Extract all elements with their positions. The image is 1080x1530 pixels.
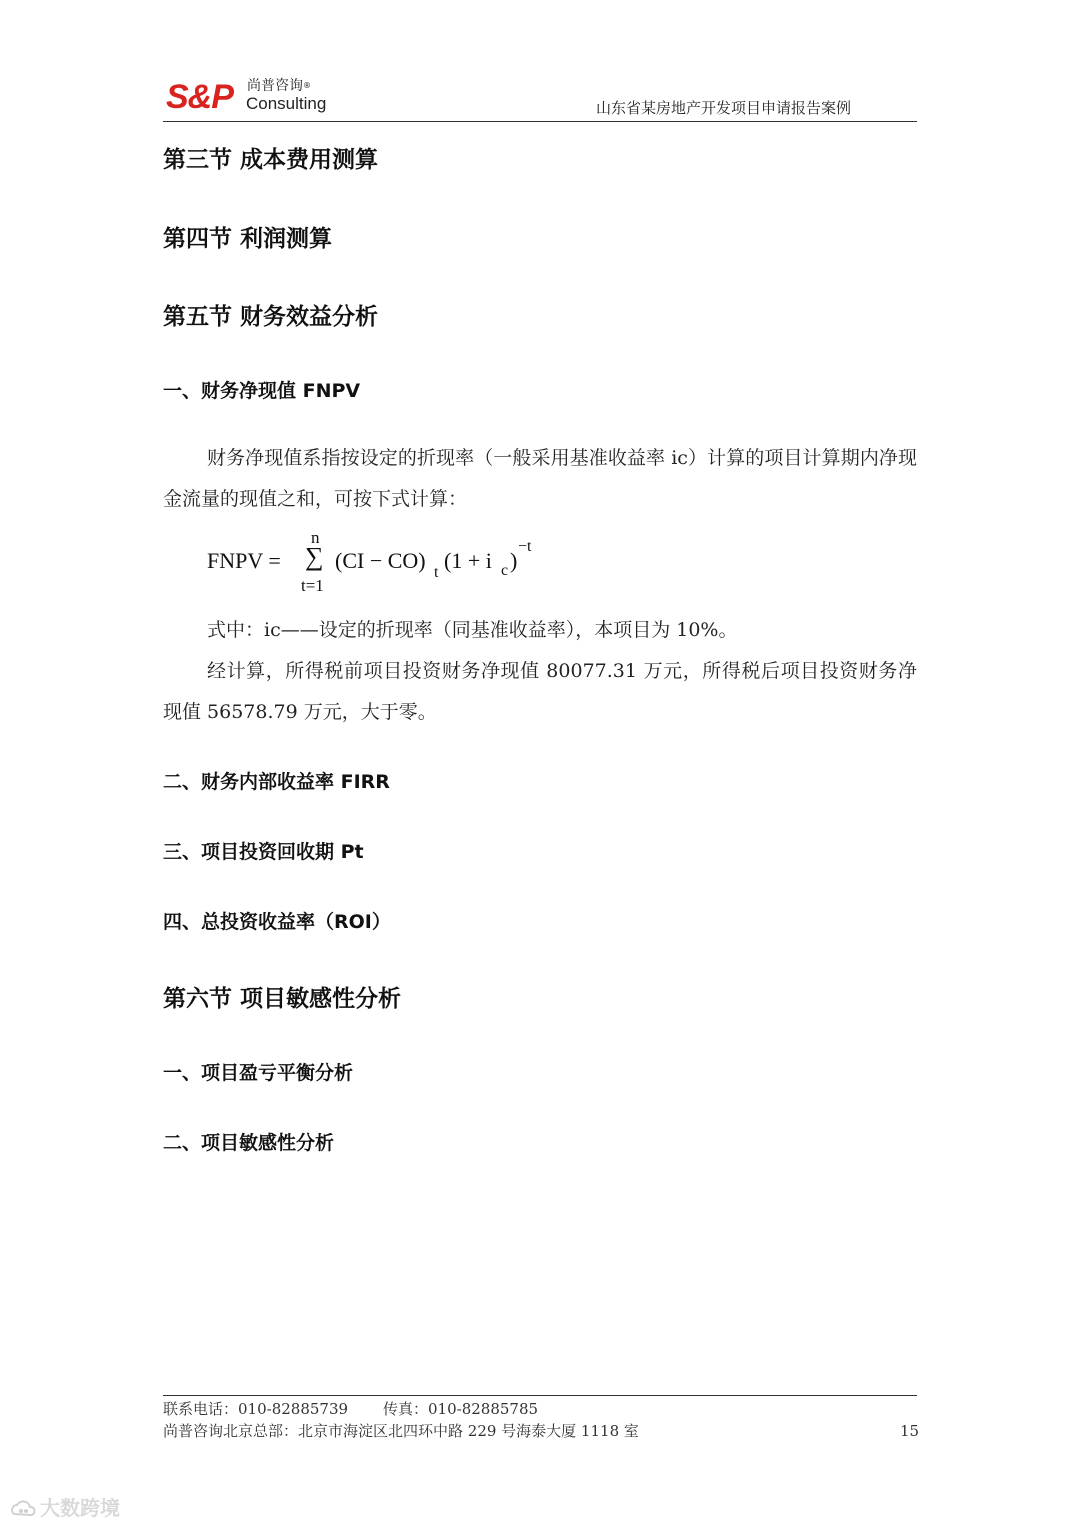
logo-chinese-name: 尚普咨询® <box>247 78 311 94</box>
subheading-fnpv: 一、财务净现值 FNPV <box>163 380 361 402</box>
page-number: 15 <box>900 1422 920 1440</box>
discount-rate-note: 式中：ic——设定的折现率（同基准收益率），本项目为 10%。 <box>207 619 738 641</box>
company-logo <box>166 78 336 118</box>
section-heading-5: 第五节 财务效益分析 <box>163 304 379 330</box>
section-heading-6: 第六节 项目敏感性分析 <box>163 986 402 1012</box>
formula-lhs: FNPV = <box>207 548 281 573</box>
formula-subscript-t: t <box>434 564 439 581</box>
subheading-firr: 二、财务内部收益率 FIRR <box>163 771 390 793</box>
footer-divider <box>163 1395 917 1396</box>
subheading-sensitivity: 二、项目敏感性分析 <box>163 1132 335 1154</box>
subheading-roi: 四、总投资收益率（ROI） <box>163 911 391 933</box>
formula-cashflow: (CI − CO) <box>335 548 426 573</box>
formula-discount-factor: (1 + i <box>444 548 492 573</box>
fnpv-formula <box>207 528 567 602</box>
footer-fax: 传真：010-82885785 <box>383 1400 539 1418</box>
formula-exponent: −t <box>518 538 532 555</box>
footer-address: 尚普咨询北京总部：北京市海淀区北四环中路 229 号海泰大厦 1118 室 <box>163 1422 639 1440</box>
subheading-break-even: 一、项目盈亏平衡分析 <box>163 1062 354 1084</box>
header-document-title: 山东省某房地产开发项目申请报告案例 <box>595 99 851 117</box>
fnpv-result-paragraph: 经计算，所得税前项目投资财务净现值 80077.31 万元，所得税后项目投资财务净现值 56578.79 万元，大于零。 <box>163 660 917 723</box>
header-divider <box>163 121 917 122</box>
section-heading-3: 第三节 成本费用测算 <box>163 147 379 173</box>
formula-sum-upper: n <box>311 528 320 547</box>
formula-sum-sign: ∑ <box>305 542 324 571</box>
watermark <box>10 1496 120 1521</box>
subheading-payback-period: 三、项目投资回收期 Pt <box>163 841 364 863</box>
formula-sum-lower: t=1 <box>301 576 324 595</box>
section-heading-4: 第四节 利润测算 <box>163 226 333 252</box>
formula-subscript-c: c <box>501 562 509 579</box>
logo-english-name: Consulting <box>246 94 327 113</box>
footer-phone: 联系电话：010-82885739 <box>163 1400 349 1418</box>
cloud-logo-icon <box>10 1499 36 1521</box>
registered-mark: ® <box>303 81 311 90</box>
formula-close-paren: ) <box>510 548 518 573</box>
watermark-text: 大数跨境 <box>40 1496 120 1520</box>
fnpv-definition-paragraph: 财务净现值系指按设定的折现率（一般采用基准收益率 ic）计算的项目计算期内净现金流量的现值之和，可按下式计算： <box>163 447 917 510</box>
logo-mark: S&P <box>166 78 233 116</box>
